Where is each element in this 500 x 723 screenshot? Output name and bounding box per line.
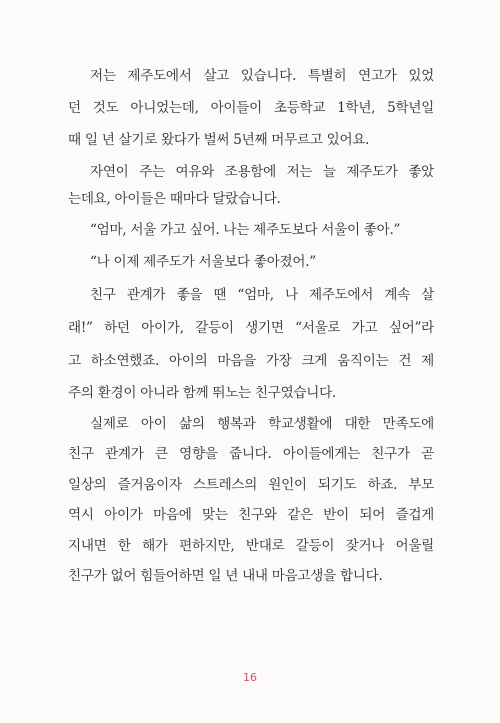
text-line-3: 때 일 년 살기로 왔다가 벌써 5년째 머무르고 있어요. — [68, 132, 370, 148]
text-line-9: 래!” 하던 아이가, 갈등이 생기면 “서울로 가고 싶어”라 — [68, 320, 434, 336]
text-line-13: 친구 관계가 큰 영향을 줍니다. 아이들에게는 친구가 곧 — [68, 446, 434, 462]
text-line-2: 던 것도 아니었는데, 아이들이 초등학교 1학년, 5학년일 — [68, 100, 434, 116]
text-line-17: 친구가 없어 힘들어하면 일 년 내내 마음고생을 합니다. — [68, 568, 383, 584]
text-line-7: “나 이제 제주도가 서울보다 좋아졌어.” — [90, 254, 316, 270]
text-line-12: 실제로 아이 삶의 행복과 학교생활에 대한 만족도에 — [90, 416, 434, 432]
text-line-4: 자연이 주는 여유와 조용함에 저는 늘 제주도가 좋았 — [90, 164, 434, 180]
text-line-14: 일상의 즐거움이자 스트레스의 원인이 되기도 하죠. 부모 — [68, 477, 434, 493]
text-line-10: 고 하소연했죠. 아이의 마음을 가장 크게 움직이는 건 제 — [68, 353, 434, 369]
text-line-6: “엄마, 서울 가고 싶어. 나는 제주도보다 서울이 좋아.” — [90, 222, 401, 238]
text-line-16: 지내면 한 해가 편하지만, 반대로 갈등이 잦거나 어울릴 — [68, 538, 434, 554]
text-line-1: 저는 제주도에서 살고 있습니다. 특별히 연고가 있었 — [90, 68, 434, 84]
text-line-11: 주의 환경이 아니라 함께 뛰노는 친구였습니다. — [68, 385, 336, 401]
page-number: 16 — [243, 671, 257, 684]
text-line-5: 는데요, 아이들은 때마다 달랐습니다. — [68, 191, 281, 207]
text-line-15: 역시 아이가 마음에 맞는 친구와 같은 반이 되어 즐겁게 — [68, 507, 434, 523]
text-line-8: 친구 관계가 좋을 땐 “엄마, 나 제주도에서 계속 살 — [90, 287, 434, 303]
